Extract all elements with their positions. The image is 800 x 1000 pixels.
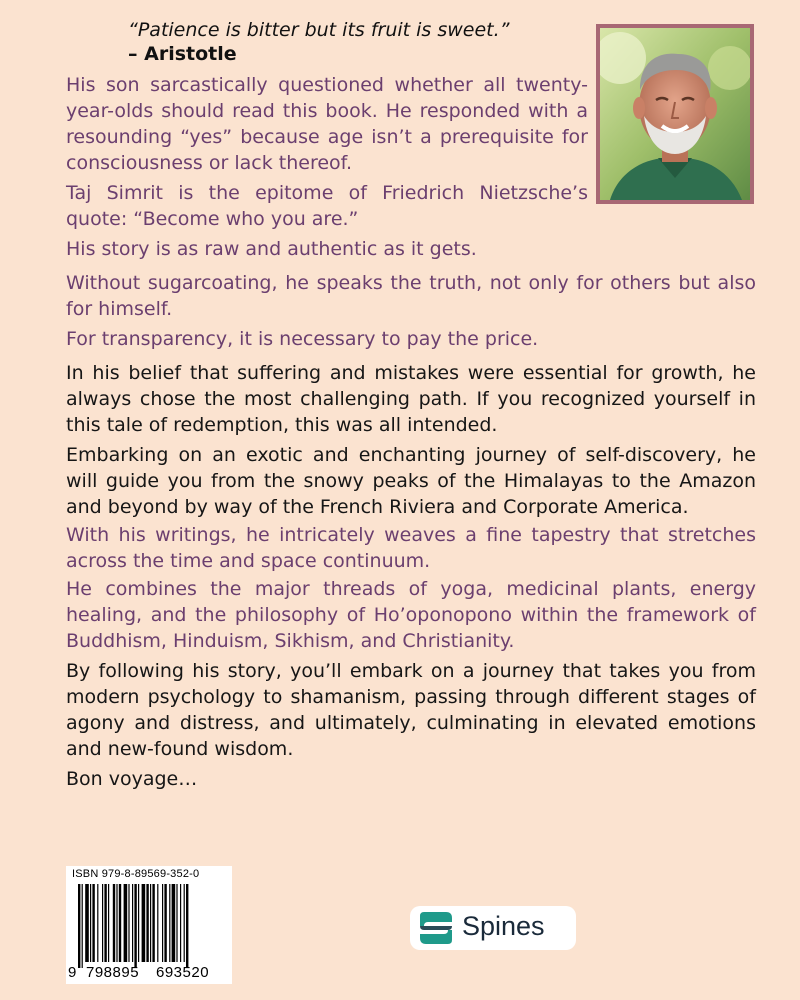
isbn-label: ISBN 979-8-89569-352-0 bbox=[72, 868, 200, 880]
author-portrait-image bbox=[600, 28, 750, 200]
paragraph-8: With his writings, he intricately weaves a fine tapestry that stretches across the time and space continuum. bbox=[66, 524, 756, 572]
paragraph-10: By following his story, you’ll embark on a journey that takes you from modern psychology to shamanism, passing through different stages of agony and distress, and ultimately, culminating in elevated emotions and new-found wisdom. bbox=[66, 660, 756, 760]
epigraph-author: – Aristotle bbox=[128, 43, 237, 65]
epigraph-text: “Patience is bitter but its fruit is sweet.” bbox=[128, 19, 510, 41]
isbn-digit-first: 9 bbox=[68, 964, 77, 981]
paragraph-3: His story is as raw and authentic as it gets. bbox=[66, 238, 477, 260]
barcode-bars bbox=[78, 884, 222, 968]
paragraph-5: For transparency, it is necessary to pay the price. bbox=[66, 328, 539, 350]
paragraph-6: In his belief that suffering and mistakes were essential for growth, he always chose the most challenging path. If you recognized yourself in this tale of redemption, this was all intended. bbox=[66, 362, 756, 436]
publisher-logo bbox=[410, 906, 576, 950]
paragraph-11: Bon voyage… bbox=[66, 768, 198, 790]
paragraph-1: His son sarcastically questioned whether all twenty-year-olds should read this book. He responded with a resounding “yes” because age isn’t a prerequisite for consciousness or lack thereof. bbox=[66, 74, 588, 174]
isbn-barcode bbox=[66, 866, 232, 984]
isbn-digit-group-2: 693520 bbox=[156, 964, 210, 981]
spines-logo-icon bbox=[416, 910, 456, 946]
paragraph-2: Taj Simrit is the epitome of Friedrich Nietzsche’s quote: “Become who you are.” bbox=[66, 182, 588, 230]
epigraph bbox=[128, 18, 578, 66]
author-photo bbox=[596, 24, 754, 204]
paragraph-9: He combines the major threads of yoga, medicinal plants, energy healing, and the philosophy of Ho’oponopono within the framework of Buddhism, Hinduism, Sikhism, and Christianity. bbox=[66, 578, 756, 652]
isbn-digit-group-1: 798895 bbox=[86, 964, 140, 981]
paragraph-7: Embarking on an exotic and enchanting journey of self-discovery, he will guide you from the snowy peaks of the Himalayas to the Amazon and beyond by way of the French Riviera and Corporate America. bbox=[66, 444, 756, 518]
paragraph-4: Without sugarcoating, he speaks the truth, not only for others but also for himself. bbox=[66, 272, 756, 320]
publisher-name: Spines bbox=[462, 911, 545, 941]
